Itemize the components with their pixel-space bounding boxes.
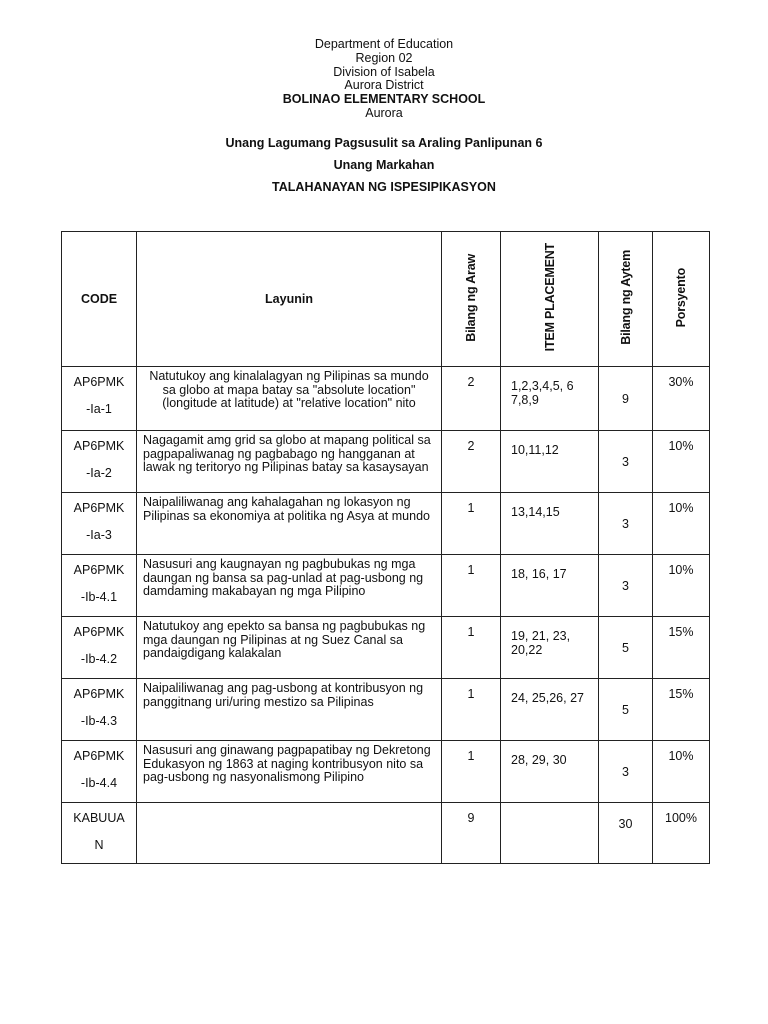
table-row	[62, 367, 710, 431]
code-cell	[62, 679, 137, 741]
code-prefix: AP6PMK	[73, 625, 125, 639]
total-row	[62, 803, 710, 864]
item-placement-cell: 18, 16, 17	[501, 555, 599, 617]
bilang-araw-label: Bilang ng Araw	[464, 253, 478, 342]
total-item-cell	[501, 803, 599, 864]
bilang-aytem-cell: 3	[599, 555, 653, 617]
porsyento-cell: 15%	[653, 679, 710, 741]
bilang-aytem-label: Bilang ng Aytem	[618, 250, 633, 345]
bilang-araw-cell: 1	[442, 617, 501, 679]
total-label-part1: KABUUA	[73, 811, 125, 825]
code-cell	[62, 617, 137, 679]
total-label-cell	[62, 803, 137, 864]
quarter-title: Unang Markahan	[333, 158, 435, 172]
table-row	[62, 493, 710, 555]
porsyento-cell: 10%	[653, 493, 710, 555]
department-name: Department of Education	[314, 37, 454, 51]
specification-table	[61, 231, 710, 864]
code-prefix: AP6PMK	[73, 563, 125, 577]
code-cell	[62, 555, 137, 617]
bilang-aytem-cell: 9	[599, 367, 653, 431]
town-name: Aurora	[365, 105, 403, 120]
total-aytem-cell: 30	[599, 803, 653, 864]
layunin-cell: Natutukoy ang epekto sa bansa ng pagbubukas ng mga daungan ng Pilipinas at ng Suez Canal sa pandaigdigang kalakalan	[137, 617, 442, 679]
bilang-araw-cell: 1	[442, 679, 501, 741]
layunin-cell: Nasusuri ang kaugnayan ng pagbubukas ng mga daungan ng bansa sa pag-unlad at pag-usbong ng damdaming makabayan ng mga Pilipino	[137, 555, 442, 617]
bilang-aytem-cell: 5	[599, 617, 653, 679]
bilang-araw-cell: 1	[442, 741, 501, 803]
table-title: TALAHANAYAN NG ISPESIPIKASYON	[272, 180, 496, 194]
bilang-araw-cell: 1	[442, 555, 501, 617]
bilang-aytem-cell: 3	[599, 493, 653, 555]
total-araw-cell: 9	[442, 803, 501, 864]
item-placement-cell: 1,2,3,4,5, 6 7,8,9	[501, 367, 599, 431]
item-placement-cell: 13,14,15	[501, 493, 599, 555]
code-suffix: -Ib-4.1	[80, 590, 118, 604]
code-suffix: -Ia-2	[86, 466, 112, 480]
code-suffix: -Ia-3	[86, 528, 112, 542]
bilang-aytem-cell: 3	[599, 741, 653, 803]
porsyento-cell: 10%	[653, 555, 710, 617]
division-name: Division of Isabela	[333, 64, 435, 79]
bilang-aytem-cell: 3	[599, 431, 653, 493]
document-header	[0, 38, 768, 121]
total-porsyento-cell: 100%	[653, 803, 710, 864]
table-row	[62, 679, 710, 741]
table-row	[62, 617, 710, 679]
bilang-araw-cell: 2	[442, 367, 501, 431]
bilang-araw-cell: 1	[442, 493, 501, 555]
layunin-cell: Naipaliliwanag ang kahalagahan ng lokasyon ng Pilipinas sa ekonomiya at politika ng Asya at mundo	[137, 493, 442, 555]
porsyento-cell: 10%	[653, 741, 710, 803]
exam-title: Unang Lagumang Pagsusulit sa Araling Panlipunan 6	[225, 136, 543, 150]
column-header-layunin: Layunin	[137, 232, 442, 367]
column-header-porsyento	[653, 232, 710, 367]
code-suffix: -Ib-4.4	[80, 776, 118, 790]
code-prefix: AP6PMK	[73, 501, 125, 515]
bilang-aytem-cell: 5	[599, 679, 653, 741]
school-name: BOLINAO ELEMENTARY SCHOOL	[282, 92, 486, 107]
table-row	[62, 431, 710, 493]
porsyento-label: Porsyento	[674, 267, 688, 328]
district-name: Aurora District	[344, 78, 424, 93]
code-suffix: -Ib-4.3	[80, 714, 118, 728]
column-header-bilang-araw	[442, 232, 501, 367]
code-prefix: AP6PMK	[73, 749, 125, 763]
code-suffix: -Ia-1	[86, 402, 112, 416]
item-placement-cell: 28, 29, 30	[501, 741, 599, 803]
table-row	[62, 555, 710, 617]
region-name: Region 02	[355, 50, 413, 65]
code-suffix: -Ib-4.2	[80, 652, 118, 666]
item-placement-label: ITEM PLACEMENT	[542, 243, 557, 352]
code-prefix: AP6PMK	[73, 375, 125, 389]
layunin-cell: Nagagamit amg grid sa globo at mapang political sa pagpapaliwanag ng pagbabago ng hangganan at lawak ng teritoryo ng Pilipinas batay sa kasaysayan	[137, 431, 442, 493]
item-placement-cell: 19, 21, 23, 20,22	[501, 617, 599, 679]
layunin-cell: Nasusuri ang ginawang pagpapatibay ng Dekretong Edukasyon ng 1863 at naging kontribusyon nito sa pag-usbong ng nasyonalismong Pilipino	[137, 741, 442, 803]
table-header-row	[62, 232, 710, 367]
layunin-cell: Natutukoy ang kinalalagyan ng Pilipinas sa mundo sa globo at mapa batay sa "absolute location" (longitude at latitude) at "relative location" nito	[137, 367, 442, 431]
total-label-part2: N	[94, 838, 104, 852]
item-placement-cell: 24, 25,26, 27	[501, 679, 599, 741]
code-cell	[62, 493, 137, 555]
total-layunin-cell	[137, 803, 442, 864]
porsyento-cell: 15%	[653, 617, 710, 679]
porsyento-cell: 10%	[653, 431, 710, 493]
code-prefix: AP6PMK	[73, 439, 125, 453]
code-cell	[62, 741, 137, 803]
code-cell	[62, 431, 137, 493]
layunin-cell: Naipaliliwanag ang pag-usbong at kontribusyon ng panggitnang uri/uring mestizo sa Pilipinas	[137, 679, 442, 741]
column-header-code: CODE	[62, 232, 137, 367]
bilang-araw-cell: 2	[442, 431, 501, 493]
porsyento-cell: 30%	[653, 367, 710, 431]
code-prefix: AP6PMK	[73, 687, 125, 701]
column-header-bilang-aytem	[599, 232, 653, 367]
code-cell	[62, 367, 137, 431]
table-row	[62, 741, 710, 803]
item-placement-cell: 10,11,12	[501, 431, 599, 493]
column-header-item-placement	[501, 232, 599, 367]
